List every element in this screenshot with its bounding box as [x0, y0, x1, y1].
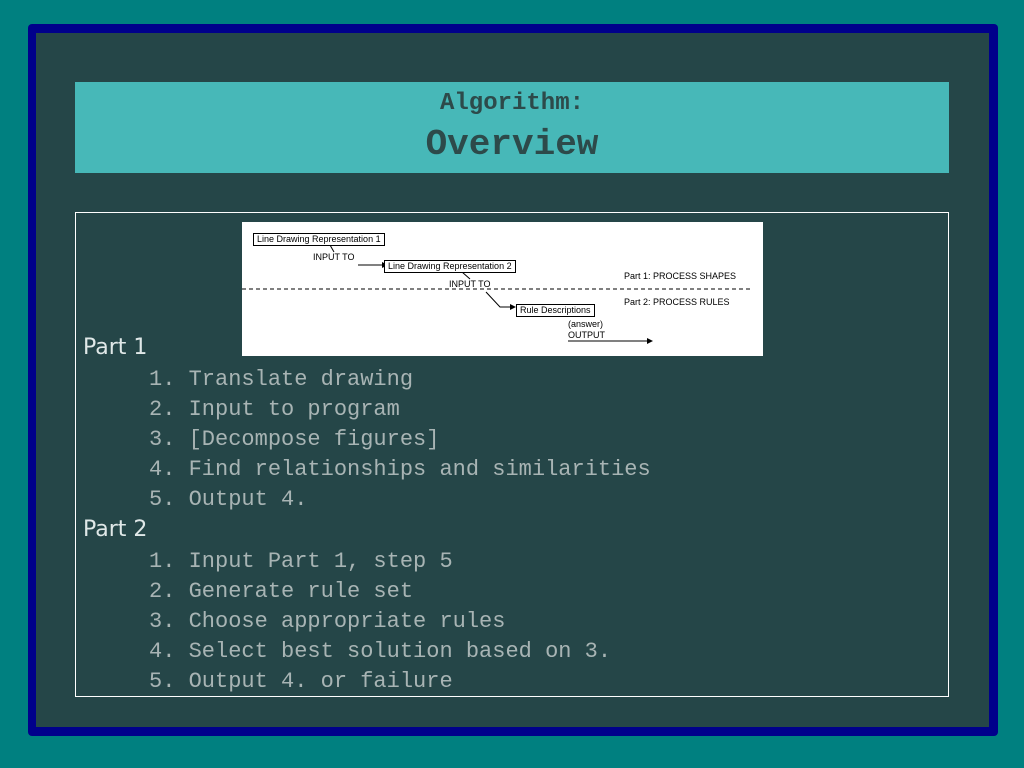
arrow-to-rules: [486, 292, 510, 307]
part2-step-4: 4. Select best solution based on 3.: [149, 639, 612, 664]
part2-step-2: 2. Generate rule set: [149, 579, 414, 604]
part2-step-3: 3. Choose appropriate rules: [149, 609, 506, 634]
connector-rep2: [462, 272, 470, 279]
slide: [36, 33, 989, 727]
label-part1-process-shapes: Part 1: PROCESS SHAPES: [624, 271, 737, 281]
part1-step-4: 4. Find relationships and similarities: [149, 457, 651, 482]
part2-heading: Part 2: [83, 517, 148, 542]
label-part2-process-rules: Part 2: PROCESS RULES: [624, 297, 730, 307]
label-answer: (answer): [568, 319, 604, 329]
part1-step-5: 5. Output 4.: [149, 487, 308, 512]
label-output: OUTPUT: [568, 330, 605, 340]
box-line-drawing-1: Line Drawing Representation 1: [253, 233, 385, 246]
connector-rep1: [330, 245, 334, 252]
flow-diagram: [242, 222, 763, 356]
part1-step-1: 1. Translate drawing: [149, 367, 414, 392]
part2-step-1: 1. Input Part 1, step 5: [149, 549, 453, 574]
arrowhead-output: [647, 338, 653, 344]
label-input-to-2: INPUT TO: [449, 279, 491, 289]
slide-title: Overview: [425, 124, 599, 165]
label-input-to-1: INPUT TO: [313, 252, 355, 262]
part1-heading: Part 1: [83, 335, 148, 360]
part1-step-2: 2. Input to program: [149, 397, 400, 422]
title-bar: [75, 82, 949, 173]
box-rule-descriptions: Rule Descriptions: [516, 304, 595, 317]
part2-step-5: 5. Output 4. or failure: [149, 669, 453, 694]
part1-step-3: 3. [Decompose figures]: [149, 427, 440, 452]
title-line-1: Algorithm:: [439, 90, 585, 117]
box-line-drawing-2: Line Drawing Representation 2: [384, 260, 516, 273]
